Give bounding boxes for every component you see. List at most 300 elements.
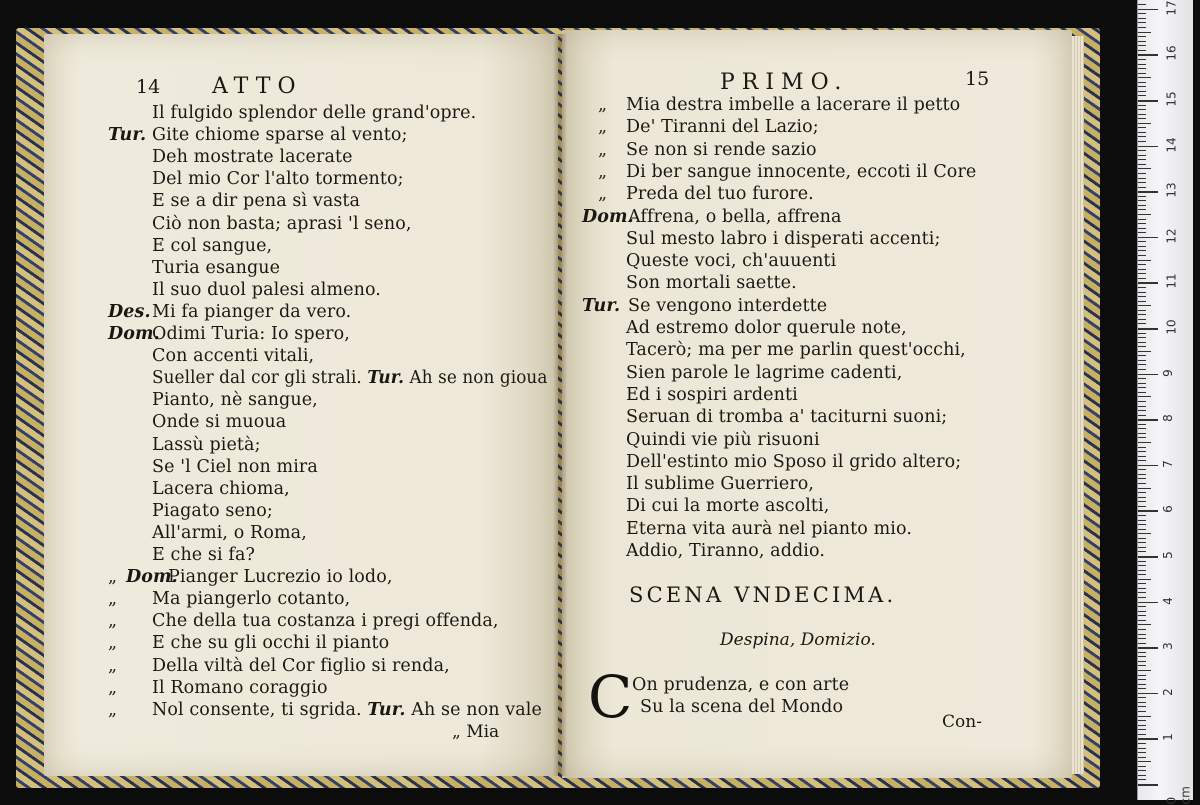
verse-text: De' Tiranni del Lazio; [626, 117, 819, 138]
ruler-label: 15 [1164, 91, 1179, 107]
verse-text: Del mio Cor l'alto tormento; [152, 169, 404, 190]
ruler-mm-tick [1138, 538, 1146, 539]
ruler-mm-tick [1138, 301, 1146, 302]
quote-marker: „ [108, 633, 118, 654]
ruler-mm-tick [1138, 638, 1146, 639]
ruler-mm-tick [1138, 406, 1146, 407]
verse-text: Gite chiome sparse al vento; [152, 125, 408, 146]
verse-text: Addio, Tiranno, addio. [626, 541, 825, 561]
verse-line [152, 677, 328, 699]
verse-line [152, 124, 408, 146]
ruler-mm-tick [1138, 469, 1146, 470]
ruler-mm-tick [1138, 173, 1146, 174]
ruler-mm-tick [1138, 310, 1146, 311]
ruler-mm-tick [1138, 387, 1146, 388]
ruler-mm-tick [1138, 592, 1146, 593]
verse-line [628, 206, 842, 228]
verse-text: Di cui la morte ascolti, [626, 496, 830, 517]
ruler-mm-tick [1138, 456, 1146, 457]
ruler-label: 0 cm [1164, 786, 1193, 805]
ruler-mm-tick [1138, 497, 1146, 498]
ruler-label: 13 [1164, 182, 1179, 198]
ruler-mm-tick [1138, 232, 1146, 233]
verse-text: Nol consente, ti sgrida. [152, 699, 362, 720]
quote-marker: „ [108, 611, 118, 632]
ruler-mm-tick [1138, 606, 1146, 607]
ruler-mm-tick [1138, 415, 1146, 416]
ruler-mm-tick [1138, 392, 1146, 393]
ruler-mm-tick [1138, 355, 1146, 356]
quote-marker: „ [108, 589, 118, 610]
ruler-label: 11 [1164, 273, 1179, 290]
ruler-mm-tick [1138, 720, 1146, 721]
ruler-mm-tick [1138, 433, 1146, 434]
ruler-mm-tick [1138, 474, 1146, 475]
verse-text: All'armi, o Roma, [152, 522, 307, 543]
ruler-mm-tick [1138, 150, 1146, 151]
ruler-mm-tick [1138, 159, 1146, 160]
ruler-mm-tick [1138, 478, 1146, 479]
verse-text: Turia esangue [152, 257, 281, 278]
ruler-mm-tick [1138, 551, 1146, 552]
ruler-mm-tick [1138, 59, 1146, 60]
ruler-mm-tick [1138, 155, 1146, 156]
ruler-mm-tick [1138, 337, 1146, 338]
quote-marker: „ [598, 95, 608, 115]
verse-text: Preda del tuo furore. [626, 184, 814, 205]
verse-text: Queste voci, ch'auuenti [626, 251, 837, 272]
ruler-mm-tick [1138, 424, 1146, 425]
ruler-mm-tick [1138, 410, 1146, 411]
ruler-mm-tick [1138, 369, 1146, 370]
ruler-cm-tick [1138, 237, 1158, 239]
speaker-name: Tur. [582, 295, 621, 316]
ruler-cm-tick [1138, 465, 1158, 467]
ruler-mm-tick [1138, 260, 1151, 261]
verse-text: E che si fa? [152, 545, 255, 565]
verse-line [152, 190, 360, 212]
verse-text: E che su gli occhi il pianto [152, 633, 390, 654]
ruler-mm-tick [1138, 711, 1146, 712]
verse-line [152, 257, 280, 279]
ruler-mm-tick [1138, 22, 1146, 23]
verse-text: Quindi vie più risuoni [626, 429, 820, 450]
ruler-mm-tick [1138, 168, 1151, 169]
ruler-mm-tick [1138, 656, 1146, 657]
verse-text: Ma piangerlo cotanto, [152, 589, 351, 610]
verse-line [626, 250, 836, 272]
verse-line [626, 362, 902, 384]
verse-text: Sien parole le lagrime cadenti, [626, 362, 903, 383]
verse-text: Pianto, nè sangue, [152, 390, 318, 411]
ruler-mm-tick [1138, 620, 1146, 621]
scene-characters: Despina, Domizio. [720, 630, 876, 650]
ruler-mm-tick [1138, 629, 1146, 630]
verse-line [626, 540, 825, 562]
ruler-mm-tick [1138, 725, 1146, 726]
verse-text: Che della tua costanza i pregi offenda, [152, 611, 499, 632]
ruler-mm-tick [1138, 766, 1146, 767]
ruler-mm-tick [1138, 132, 1146, 133]
ruler-mm-tick [1138, 501, 1146, 502]
ruler-mm-tick [1138, 219, 1146, 220]
ruler-cm-tick [1138, 146, 1158, 148]
ruler-mm-tick [1138, 77, 1151, 78]
ruler-mm-tick [1138, 205, 1146, 206]
ruler-mm-tick [1138, 196, 1146, 197]
ruler-label: 1 [1160, 733, 1175, 742]
verse-line [152, 544, 255, 566]
ruler-mm-tick [1138, 447, 1146, 448]
ruler-mm-tick [1138, 200, 1146, 201]
quote-marker: „ [108, 655, 118, 676]
verse-line [152, 235, 272, 257]
ruler-label: 9 [1160, 368, 1175, 377]
ruler-mm-tick [1138, 136, 1146, 137]
ruler-mm-tick [1138, 547, 1146, 548]
ruler-mm-tick [1138, 123, 1151, 124]
verse-line [626, 473, 814, 495]
verse-text: Se vengono interdette [628, 295, 828, 316]
ruler-mm-tick [1138, 273, 1146, 274]
ruler-mm-tick [1138, 342, 1146, 343]
quote-marker: „ [598, 117, 608, 138]
verse-text: Ed i sospiri ardenti [626, 384, 798, 405]
ruler-mm-tick [1138, 351, 1151, 352]
quote-marker: „ [598, 184, 608, 205]
verse-text: Piagato seno; [152, 500, 273, 521]
verse-line [626, 451, 961, 473]
ruler-label: 16 [1164, 45, 1179, 62]
quote-marker: „ [108, 567, 118, 588]
ruler-label: 3 [1160, 642, 1175, 651]
ruler-mm-tick [1138, 761, 1151, 762]
inline-speaker-name: Tur. [367, 368, 405, 389]
ruler-mm-tick [1138, 615, 1146, 616]
ruler-mm-tick [1138, 634, 1146, 635]
quote-marker: „ [598, 139, 608, 160]
verse-line [626, 272, 797, 294]
quote-marker: „ [108, 699, 118, 720]
verse-line [152, 411, 286, 433]
ruler-mm-tick [1138, 752, 1146, 753]
ruler-mm-tick [1138, 323, 1146, 324]
ruler-mm-tick [1138, 378, 1146, 379]
verse-line [152, 301, 351, 323]
ruler-mm-tick [1138, 697, 1146, 698]
ruler-mm-tick [1138, 460, 1146, 461]
final-line-2: Su la scena del Mondo [640, 697, 844, 717]
ruler-mm-tick [1138, 661, 1146, 662]
drop-cap: C [588, 663, 633, 731]
ruler-mm-tick [1138, 652, 1146, 653]
verse-line [152, 323, 350, 345]
ruler-mm-tick [1138, 597, 1146, 598]
ruler-mm-tick [1138, 255, 1146, 256]
final-line-1: On prudenza, e con arte [632, 675, 850, 695]
ruler-mm-tick [1138, 109, 1146, 110]
verse-text: Sueller dal cor gli strali. [152, 368, 362, 389]
verse-line [152, 213, 412, 235]
verse-line [626, 228, 940, 250]
verse-text: Se non si rende sazio [626, 139, 817, 160]
ruler-mm-tick [1138, 442, 1151, 443]
ruler-label: 8 [1160, 414, 1175, 423]
ruler-cm-tick [1138, 602, 1158, 604]
ruler-mm-tick [1138, 269, 1146, 270]
speaker-name: Tur. [108, 125, 147, 146]
verse-text: Odimi Turia: Io spero, [152, 324, 350, 344]
ruler-mm-tick [1138, 73, 1146, 74]
ruler-mm-tick [1138, 574, 1146, 575]
speaker-name: Dom. [582, 206, 634, 227]
ruler-mm-tick [1138, 679, 1146, 680]
inline-speaker-name: Tur. [367, 699, 406, 720]
ruler-mm-tick [1138, 770, 1146, 771]
ruler-mm-tick [1138, 716, 1151, 717]
ruler-mm-tick [1138, 729, 1146, 730]
ruler-label: 14 [1164, 136, 1179, 153]
ruler-cm-tick [1138, 738, 1158, 740]
ruler-label: 12 [1164, 228, 1179, 244]
verse-line [152, 367, 547, 389]
ruler-mm-tick [1138, 241, 1146, 242]
verse-text: Onde si muoua [152, 412, 287, 433]
ruler-mm-tick [1138, 45, 1146, 46]
verse-text: Tacerò; ma per me parlin quest'occhi, [626, 340, 966, 361]
ruler-mm-tick [1138, 105, 1146, 106]
ruler-mm-tick [1138, 4, 1146, 5]
ruler-mm-tick [1138, 643, 1146, 644]
quote-marker: „ [108, 677, 118, 698]
ruler-mm-tick [1138, 506, 1146, 507]
ruler-mm-tick [1138, 27, 1146, 28]
ruler-mm-tick [1138, 264, 1146, 265]
verse-line [626, 139, 817, 161]
right-page-number: 15 [965, 68, 990, 90]
ruler-mm-tick [1138, 688, 1146, 689]
verse-text: Seruan di tromba a' taciturni suoni; [626, 407, 948, 428]
speaker-name: Dom. [108, 324, 160, 344]
verse-line [152, 168, 404, 190]
verse-line [626, 161, 976, 183]
verse-line [152, 610, 499, 632]
verse-text: Il suo duol palesi almeno. [152, 279, 381, 300]
verse-line [152, 655, 450, 677]
verse-line [628, 295, 827, 317]
ruler-mm-tick [1138, 360, 1146, 361]
ruler-mm-tick [1138, 209, 1146, 210]
ruler-mm-tick [1138, 118, 1146, 119]
verse-line [152, 456, 318, 478]
verse-text: E col sangue, [152, 235, 273, 256]
ruler-mm-tick [1138, 565, 1146, 566]
verse-line [626, 518, 912, 540]
left-running-head: ATTO [212, 74, 303, 99]
verse-line [626, 317, 907, 339]
ruler-mm-tick [1138, 779, 1146, 780]
right-running-head: PRIMO. [720, 70, 849, 95]
verse-line [626, 429, 820, 451]
verse-line [152, 522, 307, 544]
verse-line [152, 478, 290, 500]
left-catchword: „ Mia [452, 722, 500, 742]
verse-line [626, 116, 819, 138]
ruler-mm-tick [1138, 292, 1146, 293]
ruler-mm-tick [1138, 296, 1146, 297]
ruler-mm-tick [1138, 588, 1146, 589]
ruler-mm-tick [1138, 127, 1146, 128]
ruler-mm-tick [1138, 665, 1146, 666]
ruler-mm-tick [1138, 757, 1146, 758]
ruler-label: 2 [1160, 687, 1175, 696]
ruler-label: 7 [1160, 459, 1175, 468]
ruler-mm-tick [1138, 748, 1146, 749]
ruler-mm-tick [1138, 437, 1146, 438]
verse-text: Sul mesto labro i disperati accenti; [626, 228, 941, 249]
ruler-mm-tick [1138, 561, 1146, 562]
ruler-mm-tick [1138, 624, 1151, 625]
ruler-mm-tick [1138, 515, 1146, 516]
ruler-mm-tick [1138, 319, 1146, 320]
ruler-mm-tick [1138, 246, 1146, 247]
ruler-mm-tick [1138, 68, 1146, 69]
ruler-mm-tick [1138, 18, 1146, 19]
verse-text: Lacera chioma, [152, 478, 290, 499]
ruler-mm-tick [1138, 82, 1146, 83]
verse-line [626, 384, 798, 406]
measurement-ruler [1137, 0, 1193, 805]
ruler-mm-tick [1138, 428, 1146, 429]
ruler-mm-tick [1138, 346, 1146, 347]
ruler-mm-tick [1138, 675, 1146, 676]
ruler-cm-tick [1138, 419, 1158, 421]
ruler-mm-tick [1138, 364, 1146, 365]
ruler-mm-tick [1138, 611, 1146, 612]
verse-line [152, 588, 350, 610]
verse-line [152, 146, 353, 168]
ruler-cm-tick [1138, 693, 1158, 695]
verse-text: E se a dir pena sì vasta [152, 191, 361, 212]
verse-text: Lassù pietà; [152, 434, 261, 455]
ruler-cm-tick [1138, 556, 1158, 558]
book-gutter [553, 34, 567, 776]
verse-line [152, 345, 314, 367]
verse-line [626, 495, 829, 517]
verse-text-continued: Ah se non vale [411, 699, 542, 720]
ruler-label: 5 [1160, 551, 1175, 559]
ruler-mm-tick [1138, 583, 1146, 584]
ruler-mm-tick [1138, 520, 1146, 521]
ruler-mm-tick [1138, 492, 1146, 493]
ruler-mm-tick [1138, 141, 1146, 142]
verse-text: Deh mostrate lacerate [152, 147, 353, 168]
ruler-mm-tick [1138, 41, 1146, 42]
ruler-mm-tick [1138, 542, 1146, 543]
ruler-label: 17 [1164, 0, 1179, 16]
ruler-mm-tick [1138, 702, 1146, 703]
verse-text: Son mortali saette. [626, 273, 797, 294]
verse-text: Pianger Lucrezio io lodo, [168, 567, 393, 588]
ruler-mm-tick [1138, 178, 1146, 179]
ruler-mm-tick [1138, 706, 1146, 707]
ruler-mm-tick [1138, 734, 1146, 735]
speaker-name: Dom. [126, 567, 178, 588]
verse-line [152, 389, 318, 411]
ruler-mm-tick [1138, 533, 1151, 534]
ruler-mm-tick [1138, 164, 1146, 165]
ruler-mm-tick [1138, 223, 1146, 224]
verse-text: Mia destra imbelle a lacerare il petto [626, 95, 961, 115]
ruler-mm-tick [1138, 524, 1146, 525]
ruler-cm-tick [1138, 374, 1158, 376]
ruler-mm-tick [1138, 401, 1146, 402]
ruler-mm-tick [1138, 278, 1146, 279]
verse-text: Di ber sangue innocente, eccoti il Core [626, 161, 977, 182]
ruler-mm-tick [1138, 670, 1151, 671]
ruler-mm-tick [1138, 228, 1146, 229]
verse-text: Il Romano coraggio [152, 677, 328, 698]
ruler-label: 6 [1160, 505, 1175, 514]
ruler-cm-tick [1138, 9, 1158, 11]
verse-line [152, 699, 542, 721]
quote-marker: „ [598, 161, 608, 182]
ruler-mm-tick [1138, 214, 1151, 215]
ruler-mm-tick [1138, 579, 1151, 580]
verse-text: Della viltà del Cor figlio si renda, [152, 655, 450, 676]
ruler-mm-tick [1138, 32, 1151, 33]
ruler-mm-tick [1138, 91, 1146, 92]
verse-line [626, 406, 947, 428]
verse-text: Affrena, o bella, affrena [628, 206, 842, 227]
ruler-mm-tick [1138, 182, 1146, 183]
ruler-mm-tick [1138, 305, 1151, 306]
verse-text: Il sublime Guerriero, [626, 474, 815, 495]
verse-text: Ad estremo dolor querule note, [626, 318, 907, 338]
ruler-mm-tick [1138, 396, 1151, 397]
ruler-mm-tick [1138, 684, 1146, 685]
ruler-cm-tick [1138, 784, 1158, 786]
ruler-cm-tick [1138, 647, 1158, 649]
verse-line [152, 500, 273, 522]
ruler-mm-tick [1138, 250, 1146, 251]
ruler-mm-tick [1138, 529, 1146, 530]
ruler-mm-tick [1138, 13, 1146, 14]
ruler-mm-tick [1138, 483, 1146, 484]
page-edges [1072, 36, 1084, 774]
right-catchword: Con- [942, 712, 982, 732]
ruler-mm-tick [1138, 570, 1146, 571]
ruler-cm-tick [1138, 54, 1158, 56]
ruler-label: 10 [1164, 319, 1179, 335]
scene-heading: SCENA VNDECIMA. [629, 583, 897, 607]
verse-line [152, 279, 381, 301]
verse-line [626, 339, 966, 361]
ruler-mm-tick [1138, 451, 1146, 452]
ruler-mm-tick [1138, 36, 1146, 37]
verse-line [152, 434, 261, 456]
ruler-mm-tick [1138, 114, 1146, 115]
ruler-mm-tick [1138, 383, 1146, 384]
ruler-mm-tick [1138, 488, 1151, 489]
verse-text: Il fulgido splendor delle grand'opre. [152, 103, 477, 123]
speaker-name: Des. [108, 301, 151, 322]
verse-text-continued: Ah se non gioua [409, 368, 548, 389]
ruler-mm-tick [1138, 187, 1146, 188]
verse-text: Eterna vita aurà nel pianto mio. [626, 518, 912, 539]
ruler-mm-tick [1138, 743, 1146, 744]
verse-line [152, 632, 389, 654]
